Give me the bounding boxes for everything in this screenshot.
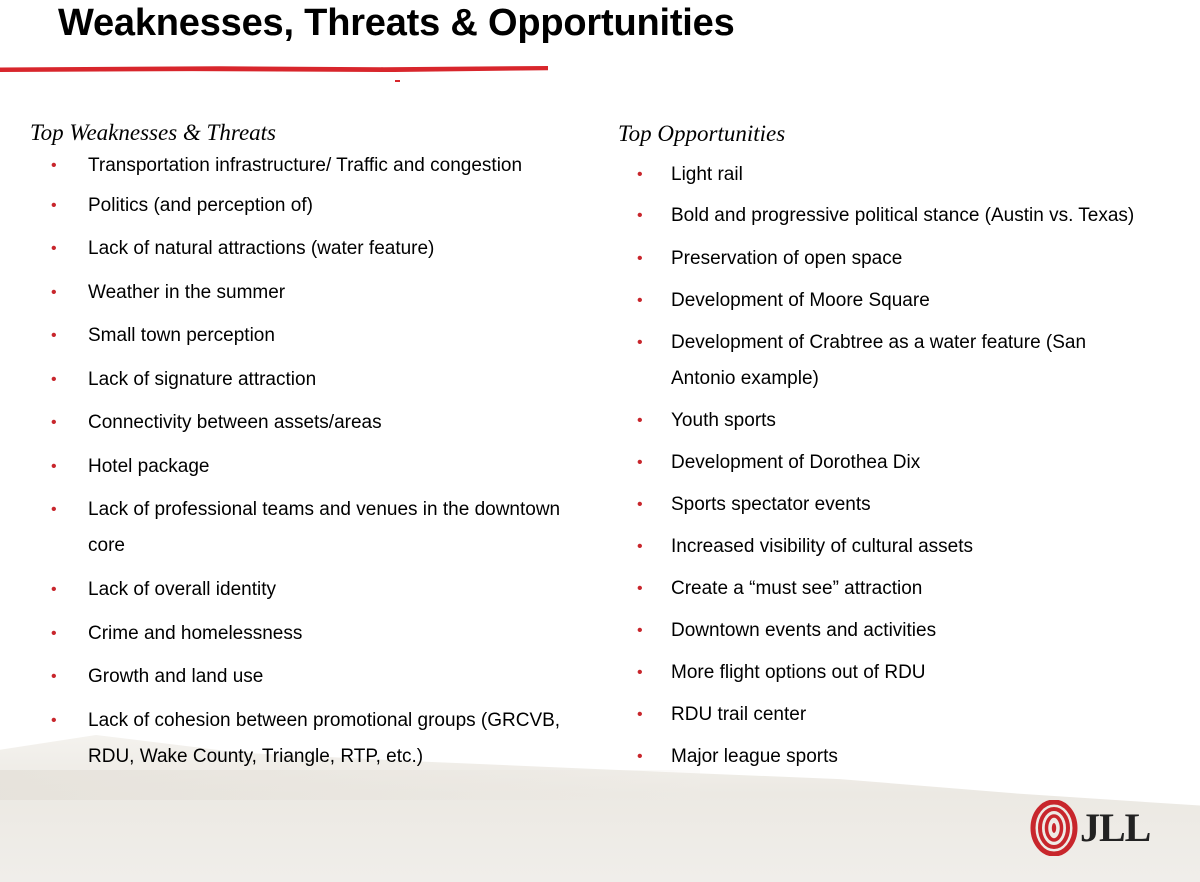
opportunity-item: • RDU trail center — [671, 697, 1191, 733]
opportunity-item: • Major league sports — [671, 739, 1191, 775]
opportunities-heading: Top Opportunities — [618, 121, 786, 146]
weakness-item: • Lack of natural attractions (water feature) — [88, 231, 588, 267]
bullet-icon: • — [637, 166, 643, 183]
weakness-item: • Small town perception — [88, 318, 588, 354]
bullet-icon: • — [51, 501, 57, 518]
bullet-icon: • — [637, 334, 643, 351]
bullet-icon: • — [637, 538, 643, 555]
bullet-icon: • — [51, 327, 57, 344]
weaknesses-heading: Top Weaknesses & Threats — [30, 120, 276, 145]
slide-title: Weaknesses, Threats & Opportunities — [58, 2, 735, 44]
weakness-item: • Lack of signature attraction — [88, 362, 588, 398]
weakness-item: • Growth and land use — [88, 659, 588, 695]
bullet-icon: • — [637, 207, 643, 224]
opportunity-item: • Sports spectator events — [671, 487, 1191, 523]
bullet-icon: • — [51, 712, 57, 729]
weakness-item: • Connectivity between assets/areas — [88, 405, 588, 441]
opportunity-item: • Development of Moore Square — [671, 283, 1191, 319]
opportunity-item: • Downtown events and activities — [671, 613, 1191, 649]
jll-logo-mark-icon — [1030, 800, 1078, 856]
weakness-item: • Transportation infrastructure/ Traffic and congestion — [88, 148, 588, 184]
bullet-icon: • — [51, 458, 57, 475]
bullet-icon: • — [637, 292, 643, 309]
title-underline-speck — [395, 80, 400, 82]
weakness-item: • Weather in the summer — [88, 275, 588, 311]
bullet-icon: • — [637, 454, 643, 471]
bullet-icon: • — [637, 664, 643, 681]
opportunity-item: • Create a “must see” attraction — [671, 571, 1191, 607]
opportunity-item: • Bold and progressive political stance (Austin vs. Texas) — [671, 198, 1191, 234]
weakness-item: • Lack of overall identity — [88, 572, 588, 608]
opportunity-item: • Light rail — [671, 157, 1191, 193]
bullet-icon: • — [637, 250, 643, 267]
jll-logo — [1030, 800, 1150, 856]
weakness-item: • Lack of professional teams and venues in the downtown core — [88, 492, 588, 564]
weakness-item: • Lack of cohesion between promotional groups (GRCVB, RDU, Wake County, Triangle, RTP, etc.) — [88, 703, 588, 775]
title-underline — [0, 66, 548, 72]
opportunity-item: • More flight options out of RDU — [671, 655, 1191, 691]
bullet-icon: • — [51, 414, 57, 431]
bullet-icon: • — [637, 580, 643, 597]
jll-logo-text: JLL — [1080, 805, 1151, 850]
opportunity-item: • Development of Crabtree as a water feature (San Antonio example) — [671, 325, 1141, 397]
bullet-icon: • — [637, 706, 643, 723]
bullet-icon: • — [51, 371, 57, 388]
bullet-icon: • — [637, 622, 643, 639]
bullet-icon: • — [637, 412, 643, 429]
weakness-item: • Crime and homelessness — [88, 616, 588, 652]
opportunity-item: • Development of Dorothea Dix — [671, 445, 1191, 481]
bullet-icon: • — [51, 668, 57, 685]
bullet-icon: • — [51, 240, 57, 257]
bullet-icon: • — [51, 581, 57, 598]
bullet-icon: • — [51, 197, 57, 214]
bullet-icon: • — [51, 284, 57, 301]
weakness-item: • Politics (and perception of) — [88, 188, 588, 224]
opportunity-item: • Preservation of open space — [671, 241, 1191, 277]
opportunity-item: • Increased visibility of cultural assets — [671, 529, 1191, 565]
bullet-icon: • — [51, 157, 57, 174]
opportunity-item: • Youth sports — [671, 403, 1191, 439]
bullet-icon: • — [637, 496, 643, 513]
weakness-item: • Hotel package — [88, 449, 588, 485]
bullet-icon: • — [637, 748, 643, 765]
bullet-icon: • — [51, 625, 57, 642]
